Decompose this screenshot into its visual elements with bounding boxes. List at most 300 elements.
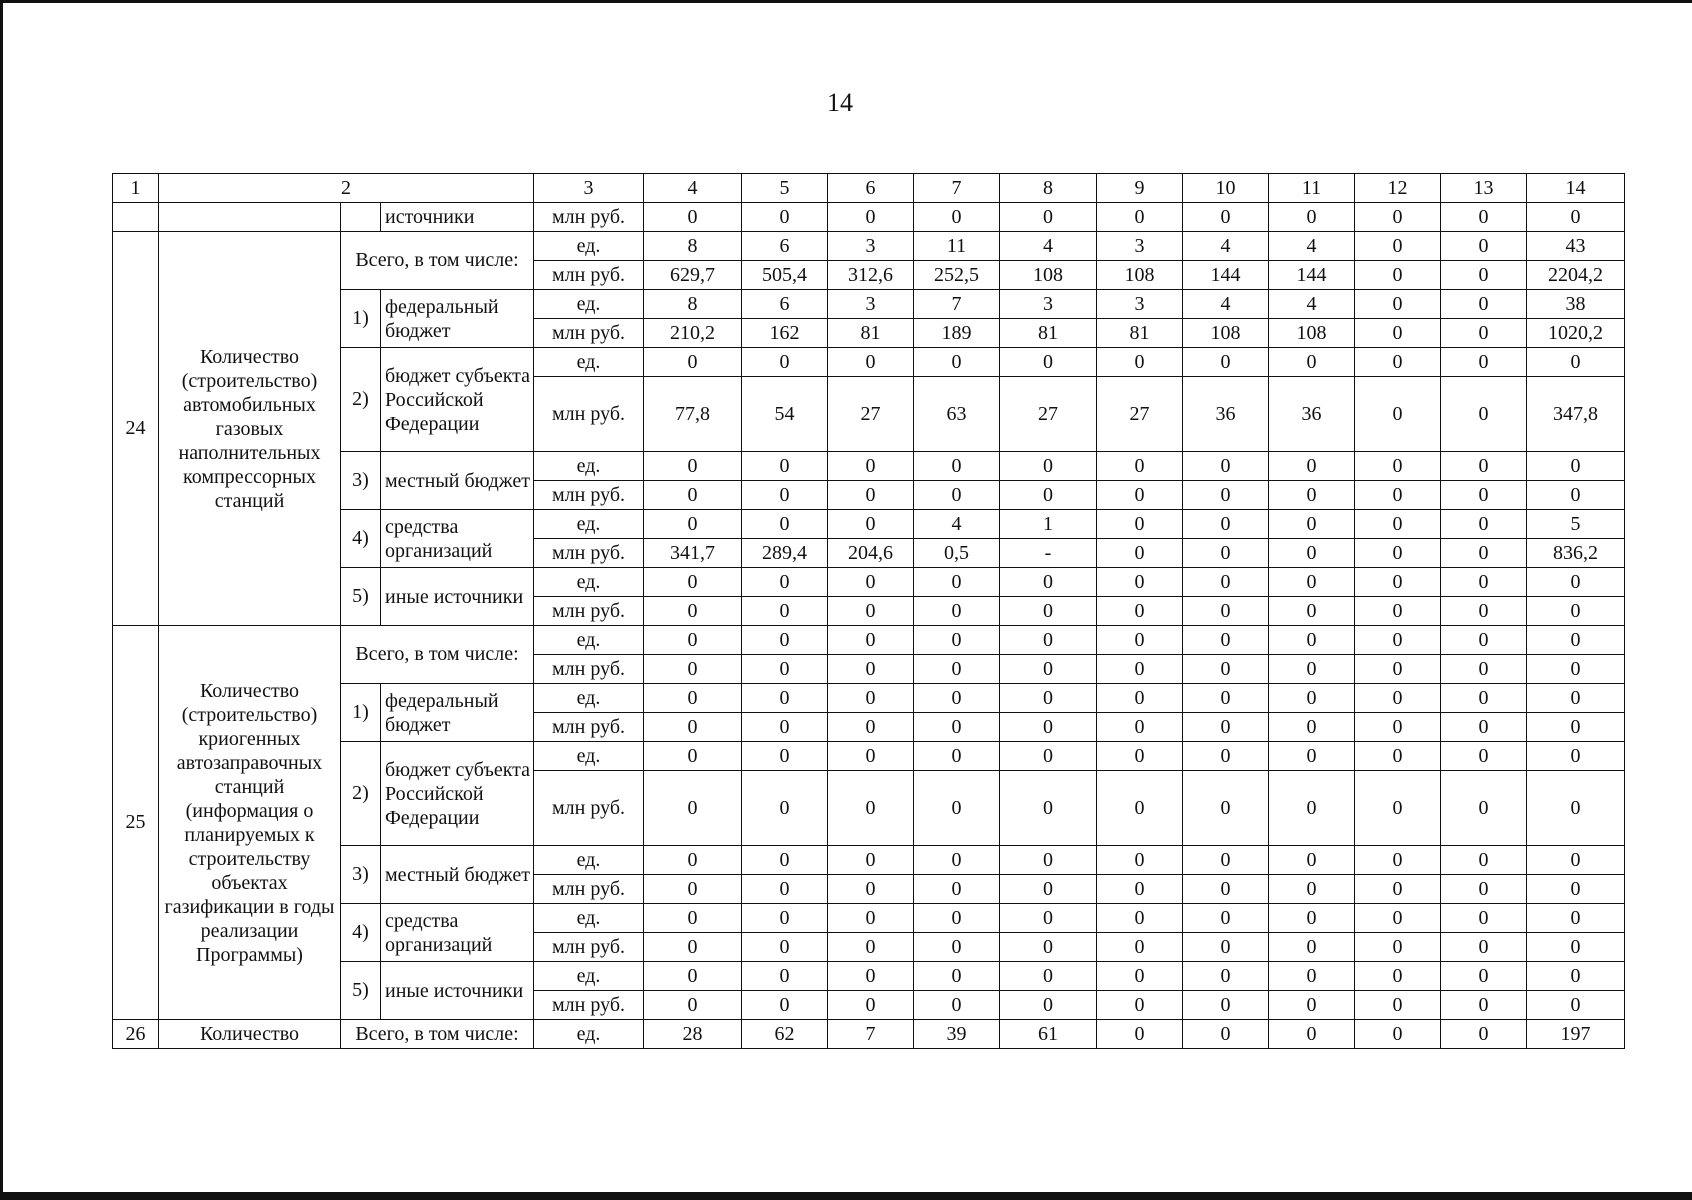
value-cell: 0 — [1441, 319, 1527, 348]
value-cell: 0 — [1183, 452, 1269, 481]
unit-cell: ед. — [534, 232, 644, 261]
value-cell: 0 — [914, 684, 1000, 713]
value-cell: 77,8 — [644, 377, 742, 452]
value-cell: 8 — [644, 290, 742, 319]
value-cell: 0 — [1183, 626, 1269, 655]
value-cell: 0 — [1183, 875, 1269, 904]
value-cell: 0 — [1000, 452, 1097, 481]
value-cell: 341,7 — [644, 539, 742, 568]
value-cell: 0 — [1269, 510, 1355, 539]
value-cell: 0 — [1097, 597, 1183, 626]
unit-cell: млн руб. — [534, 991, 644, 1020]
value-cell: 0 — [1097, 742, 1183, 771]
value-cell: 0 — [644, 904, 742, 933]
row-number-cell — [113, 203, 159, 232]
value-cell: 0 — [1000, 655, 1097, 684]
unit-cell: ед. — [534, 626, 644, 655]
value-cell: 81 — [1097, 319, 1183, 348]
source-label: федеральный бюджет — [381, 290, 534, 348]
value-cell: 0 — [1000, 568, 1097, 597]
value-cell: 0 — [1183, 510, 1269, 539]
value-cell: 0 — [1355, 481, 1441, 510]
value-cell: 0 — [1355, 904, 1441, 933]
value-cell: 0 — [828, 713, 914, 742]
value-cell: 0 — [644, 481, 742, 510]
header-cell: 6 — [828, 174, 914, 203]
unit-cell: ед. — [534, 452, 644, 481]
value-cell: 0 — [1000, 962, 1097, 991]
value-cell: 0 — [1183, 539, 1269, 568]
value-cell: 0 — [828, 771, 914, 846]
value-cell: 0 — [1527, 684, 1625, 713]
value-cell: 0 — [1269, 539, 1355, 568]
value-cell: 0 — [1355, 232, 1441, 261]
unit-cell: млн руб. — [534, 319, 644, 348]
source-label: местный бюджет — [381, 452, 534, 510]
value-cell: 81 — [828, 319, 914, 348]
item-number-cell: 4) — [341, 510, 381, 568]
unit-cell: млн руб. — [534, 713, 644, 742]
value-cell: 0 — [914, 713, 1000, 742]
value-cell: 0 — [1183, 742, 1269, 771]
value-cell: 0 — [914, 742, 1000, 771]
value-cell: 0 — [828, 481, 914, 510]
unit-cell: млн руб. — [534, 203, 644, 232]
value-cell: 144 — [1269, 261, 1355, 290]
value-cell: 0 — [1355, 290, 1441, 319]
value-cell: 0 — [1097, 481, 1183, 510]
value-cell: 0 — [1183, 655, 1269, 684]
value-cell: 0 — [1097, 655, 1183, 684]
value-cell: 0,5 — [914, 539, 1000, 568]
value-cell: 108 — [1269, 319, 1355, 348]
value-cell: 0 — [1183, 568, 1269, 597]
page-border-left — [0, 0, 3, 1200]
total-label: Всего, в том числе: — [341, 1020, 534, 1049]
value-cell: 4 — [1269, 290, 1355, 319]
unit-cell: млн руб. — [534, 377, 644, 452]
value-cell: 0 — [1097, 962, 1183, 991]
value-cell: 252,5 — [914, 261, 1000, 290]
value-cell: 0 — [1355, 597, 1441, 626]
description-cell — [159, 203, 341, 232]
value-cell: 0 — [914, 991, 1000, 1020]
unit-cell: ед. — [534, 846, 644, 875]
value-cell: 0 — [1441, 539, 1527, 568]
value-cell: 0 — [1000, 771, 1097, 846]
value-cell: 312,6 — [828, 261, 914, 290]
value-cell: 11 — [914, 232, 1000, 261]
value-cell: 0 — [1000, 626, 1097, 655]
total-label: Всего, в том числе: — [341, 232, 534, 290]
value-cell: 0 — [644, 742, 742, 771]
table-body — [113, 174, 1625, 1049]
value-cell: 27 — [1000, 377, 1097, 452]
value-cell: 0 — [1097, 846, 1183, 875]
value-cell: 0 — [1441, 991, 1527, 1020]
value-cell: 62 — [742, 1020, 828, 1049]
value-cell: 0 — [1355, 742, 1441, 771]
item-number-cell: 1) — [341, 684, 381, 742]
value-cell: 1020,2 — [1527, 319, 1625, 348]
value-cell: 0 — [1355, 933, 1441, 962]
value-cell: 144 — [1183, 261, 1269, 290]
source-label: средства организаций — [381, 510, 534, 568]
value-cell: 0 — [914, 933, 1000, 962]
value-cell: 0 — [1000, 742, 1097, 771]
description-cell: Количество (строительство) криогенных автозаправочных станций (информация о планируемых к строительству объектах газификации в годы реализации Программы) — [159, 626, 341, 1020]
value-cell: 0 — [1441, 875, 1527, 904]
header-row — [113, 174, 1625, 203]
value-cell: 0 — [1000, 348, 1097, 377]
value-cell: 0 — [1355, 319, 1441, 348]
value-cell: 0 — [1527, 991, 1625, 1020]
value-cell: 0 — [1269, 348, 1355, 377]
value-cell: 6 — [742, 232, 828, 261]
value-cell: 0 — [742, 510, 828, 539]
value-cell: 505,4 — [742, 261, 828, 290]
value-cell: 0 — [1097, 713, 1183, 742]
value-cell: 0 — [1441, 348, 1527, 377]
item-number-cell: 2) — [341, 742, 381, 846]
item-number-cell: 1) — [341, 290, 381, 348]
value-cell: 0 — [914, 904, 1000, 933]
value-cell: 0 — [1527, 904, 1625, 933]
value-cell: 0 — [644, 846, 742, 875]
value-cell: 0 — [1269, 875, 1355, 904]
value-cell: 27 — [1097, 377, 1183, 452]
unit-cell: ед. — [534, 962, 644, 991]
value-cell: 0 — [1527, 655, 1625, 684]
total-label: Всего, в том числе: — [341, 626, 534, 684]
value-cell: 0 — [1097, 568, 1183, 597]
source-label: бюджет субъекта Российской Федерации — [381, 742, 534, 846]
value-cell: 0 — [1527, 875, 1625, 904]
value-cell: 0 — [1183, 991, 1269, 1020]
value-cell: 836,2 — [1527, 539, 1625, 568]
value-cell: 0 — [1183, 1020, 1269, 1049]
value-cell: 0 — [1527, 771, 1625, 846]
value-cell: 0 — [828, 684, 914, 713]
value-cell: 0 — [644, 203, 742, 232]
item-number-cell: 2) — [341, 348, 381, 452]
header-cell: 10 — [1183, 174, 1269, 203]
value-cell: 0 — [742, 452, 828, 481]
table-row — [113, 626, 1625, 655]
value-cell: 0 — [1097, 991, 1183, 1020]
value-cell: 0 — [1355, 991, 1441, 1020]
header-cell: 1 — [113, 174, 159, 203]
data-table — [112, 173, 1625, 1049]
value-cell: 0 — [742, 771, 828, 846]
value-cell: 0 — [742, 597, 828, 626]
value-cell: 0 — [1355, 771, 1441, 846]
value-cell: 0 — [828, 962, 914, 991]
value-cell: 0 — [1527, 348, 1625, 377]
value-cell: 0 — [914, 655, 1000, 684]
value-cell: 0 — [1097, 452, 1183, 481]
header-cell: 8 — [1000, 174, 1097, 203]
value-cell: 0 — [828, 875, 914, 904]
value-cell: 0 — [1527, 452, 1625, 481]
value-cell: 0 — [1441, 203, 1527, 232]
value-cell: 0 — [1527, 742, 1625, 771]
value-cell: 108 — [1000, 261, 1097, 290]
row-number-cell: 25 — [113, 626, 159, 1020]
header-cell: 4 — [644, 174, 742, 203]
value-cell: 0 — [1269, 481, 1355, 510]
unit-cell: ед. — [534, 742, 644, 771]
value-cell: 0 — [1000, 713, 1097, 742]
value-cell: 8 — [644, 232, 742, 261]
table-row — [113, 232, 1625, 261]
item-number-cell: 3) — [341, 846, 381, 904]
item-number-cell: 4) — [341, 904, 381, 962]
value-cell: 0 — [1000, 203, 1097, 232]
table-row — [113, 203, 1625, 232]
header-cell: 11 — [1269, 174, 1355, 203]
source-label: источники — [381, 203, 534, 232]
page-number: 14 — [827, 88, 853, 117]
value-cell: 0 — [1000, 933, 1097, 962]
value-cell: 0 — [828, 626, 914, 655]
value-cell: 0 — [914, 846, 1000, 875]
value-cell: 0 — [1269, 1020, 1355, 1049]
page-border-bottom — [0, 1192, 1692, 1200]
value-cell: 0 — [1527, 597, 1625, 626]
value-cell: 0 — [828, 904, 914, 933]
unit-cell: ед. — [534, 1020, 644, 1049]
unit-cell: млн руб. — [534, 933, 644, 962]
value-cell: 0 — [742, 655, 828, 684]
value-cell: 0 — [828, 568, 914, 597]
value-cell: 0 — [828, 203, 914, 232]
unit-cell: ед. — [534, 348, 644, 377]
value-cell: 0 — [644, 962, 742, 991]
value-cell: 0 — [1355, 962, 1441, 991]
description-cell: Количество (строительство) автомобильных газовых наполнительных компрессорных станций — [159, 232, 341, 626]
value-cell: 0 — [1183, 846, 1269, 875]
value-cell: 0 — [828, 991, 914, 1020]
value-cell: 0 — [1355, 626, 1441, 655]
value-cell: 0 — [742, 875, 828, 904]
value-cell: 0 — [1269, 597, 1355, 626]
value-cell: 0 — [742, 203, 828, 232]
value-cell: 108 — [1097, 261, 1183, 290]
value-cell: 0 — [1527, 481, 1625, 510]
value-cell: 0 — [1441, 568, 1527, 597]
value-cell: 0 — [828, 348, 914, 377]
value-cell: 43 — [1527, 232, 1625, 261]
value-cell: 0 — [1355, 1020, 1441, 1049]
value-cell: 0 — [1183, 962, 1269, 991]
value-cell: 0 — [1269, 655, 1355, 684]
value-cell: 4 — [1183, 232, 1269, 261]
header-cell: 2 — [159, 174, 534, 203]
header-cell: 9 — [1097, 174, 1183, 203]
row-number-cell: 24 — [113, 232, 159, 626]
value-cell: 0 — [1441, 481, 1527, 510]
description-cell: Количество — [159, 1020, 341, 1049]
value-cell: 0 — [644, 713, 742, 742]
value-cell: 3 — [1097, 232, 1183, 261]
value-cell: 0 — [1269, 626, 1355, 655]
source-label: местный бюджет — [381, 846, 534, 904]
value-cell: 0 — [1183, 684, 1269, 713]
value-cell: 0 — [1355, 713, 1441, 742]
item-number-cell: 3) — [341, 452, 381, 510]
value-cell: 0 — [1097, 771, 1183, 846]
value-cell: 0 — [1269, 742, 1355, 771]
value-cell: 347,8 — [1527, 377, 1625, 452]
value-cell: 0 — [742, 568, 828, 597]
unit-cell: ед. — [534, 510, 644, 539]
value-cell: 0 — [1097, 203, 1183, 232]
value-cell: 0 — [1441, 684, 1527, 713]
value-cell: 54 — [742, 377, 828, 452]
value-cell: 0 — [742, 846, 828, 875]
unit-cell: ед. — [534, 684, 644, 713]
value-cell: 3 — [1097, 290, 1183, 319]
value-cell: 81 — [1000, 319, 1097, 348]
value-cell: 0 — [644, 684, 742, 713]
unit-cell: млн руб. — [534, 539, 644, 568]
value-cell: 0 — [742, 904, 828, 933]
value-cell: 0 — [828, 742, 914, 771]
row-number-cell: 26 — [113, 1020, 159, 1049]
value-cell: 0 — [914, 203, 1000, 232]
value-cell: 0 — [644, 597, 742, 626]
value-cell: 0 — [1097, 1020, 1183, 1049]
value-cell: 0 — [1527, 203, 1625, 232]
unit-cell: ед. — [534, 290, 644, 319]
value-cell: 0 — [1441, 655, 1527, 684]
value-cell: 0 — [1183, 348, 1269, 377]
value-cell: 0 — [828, 655, 914, 684]
value-cell: 0 — [1355, 539, 1441, 568]
item-number-cell — [341, 203, 381, 232]
value-cell: 28 — [644, 1020, 742, 1049]
value-cell: 0 — [1441, 904, 1527, 933]
value-cell: 0 — [644, 933, 742, 962]
value-cell: 0 — [1355, 846, 1441, 875]
value-cell: 61 — [1000, 1020, 1097, 1049]
value-cell: 2204,2 — [1527, 261, 1625, 290]
value-cell: 0 — [1183, 933, 1269, 962]
value-cell: 0 — [1000, 684, 1097, 713]
value-cell: 0 — [1097, 684, 1183, 713]
value-cell: 0 — [914, 875, 1000, 904]
value-cell: 0 — [1441, 1020, 1527, 1049]
value-cell: 39 — [914, 1020, 1000, 1049]
item-number-cell: 5) — [341, 568, 381, 626]
value-cell: 3 — [828, 232, 914, 261]
value-cell: 27 — [828, 377, 914, 452]
value-cell: 0 — [1000, 846, 1097, 875]
value-cell: 0 — [1441, 510, 1527, 539]
value-cell: 289,4 — [742, 539, 828, 568]
table-row — [113, 1020, 1625, 1049]
value-cell: 0 — [742, 684, 828, 713]
value-cell: 0 — [1441, 933, 1527, 962]
item-number-cell: 5) — [341, 962, 381, 1020]
value-cell: 0 — [1355, 203, 1441, 232]
source-label: иные источники — [381, 568, 534, 626]
value-cell: 0 — [1097, 539, 1183, 568]
header-cell: 7 — [914, 174, 1000, 203]
value-cell: 0 — [1441, 962, 1527, 991]
value-cell: 6 — [742, 290, 828, 319]
value-cell: 0 — [914, 348, 1000, 377]
value-cell: 0 — [828, 510, 914, 539]
value-cell: 0 — [644, 348, 742, 377]
unit-cell: млн руб. — [534, 875, 644, 904]
value-cell: 0 — [742, 991, 828, 1020]
value-cell: 0 — [1527, 846, 1625, 875]
value-cell: 210,2 — [644, 319, 742, 348]
value-cell: 0 — [742, 933, 828, 962]
value-cell: 0 — [644, 875, 742, 904]
value-cell: 0 — [914, 452, 1000, 481]
header-cell: 5 — [742, 174, 828, 203]
value-cell: 63 — [914, 377, 1000, 452]
value-cell: 36 — [1269, 377, 1355, 452]
unit-cell: млн руб. — [534, 597, 644, 626]
unit-cell: ед. — [534, 904, 644, 933]
value-cell: 0 — [1355, 655, 1441, 684]
value-cell: 0 — [1097, 348, 1183, 377]
value-cell: 3 — [828, 290, 914, 319]
header-cell: 13 — [1441, 174, 1527, 203]
value-cell: 162 — [742, 319, 828, 348]
value-cell: 0 — [1355, 348, 1441, 377]
value-cell: 0 — [1269, 568, 1355, 597]
value-cell: 0 — [644, 568, 742, 597]
value-cell: 0 — [1097, 875, 1183, 904]
value-cell: 0 — [828, 597, 914, 626]
value-cell: 629,7 — [644, 261, 742, 290]
value-cell: 0 — [1441, 452, 1527, 481]
value-cell: 0 — [1183, 771, 1269, 846]
value-cell: 0 — [1183, 597, 1269, 626]
page-border-top — [0, 0, 1692, 3]
value-cell: 0 — [828, 846, 914, 875]
value-cell: 0 — [742, 626, 828, 655]
source-label: бюджет субъекта Российской Федерации — [381, 348, 534, 452]
value-cell: 0 — [1269, 962, 1355, 991]
value-cell: 0 — [644, 452, 742, 481]
value-cell: 0 — [742, 742, 828, 771]
value-cell: 0 — [1269, 452, 1355, 481]
value-cell: 0 — [1527, 713, 1625, 742]
value-cell: 0 — [1097, 510, 1183, 539]
value-cell: 0 — [742, 481, 828, 510]
source-label: федеральный бюджет — [381, 684, 534, 742]
value-cell: 0 — [742, 962, 828, 991]
value-cell: 0 — [914, 568, 1000, 597]
value-cell: 0 — [1441, 261, 1527, 290]
header-cell: 12 — [1355, 174, 1441, 203]
value-cell: 0 — [1000, 875, 1097, 904]
value-cell: 0 — [1355, 510, 1441, 539]
value-cell: 0 — [1269, 933, 1355, 962]
value-cell: 0 — [1441, 290, 1527, 319]
value-cell: 0 — [1441, 597, 1527, 626]
value-cell: 0 — [914, 481, 1000, 510]
value-cell: 0 — [828, 452, 914, 481]
value-cell: 0 — [644, 626, 742, 655]
value-cell: 7 — [828, 1020, 914, 1049]
